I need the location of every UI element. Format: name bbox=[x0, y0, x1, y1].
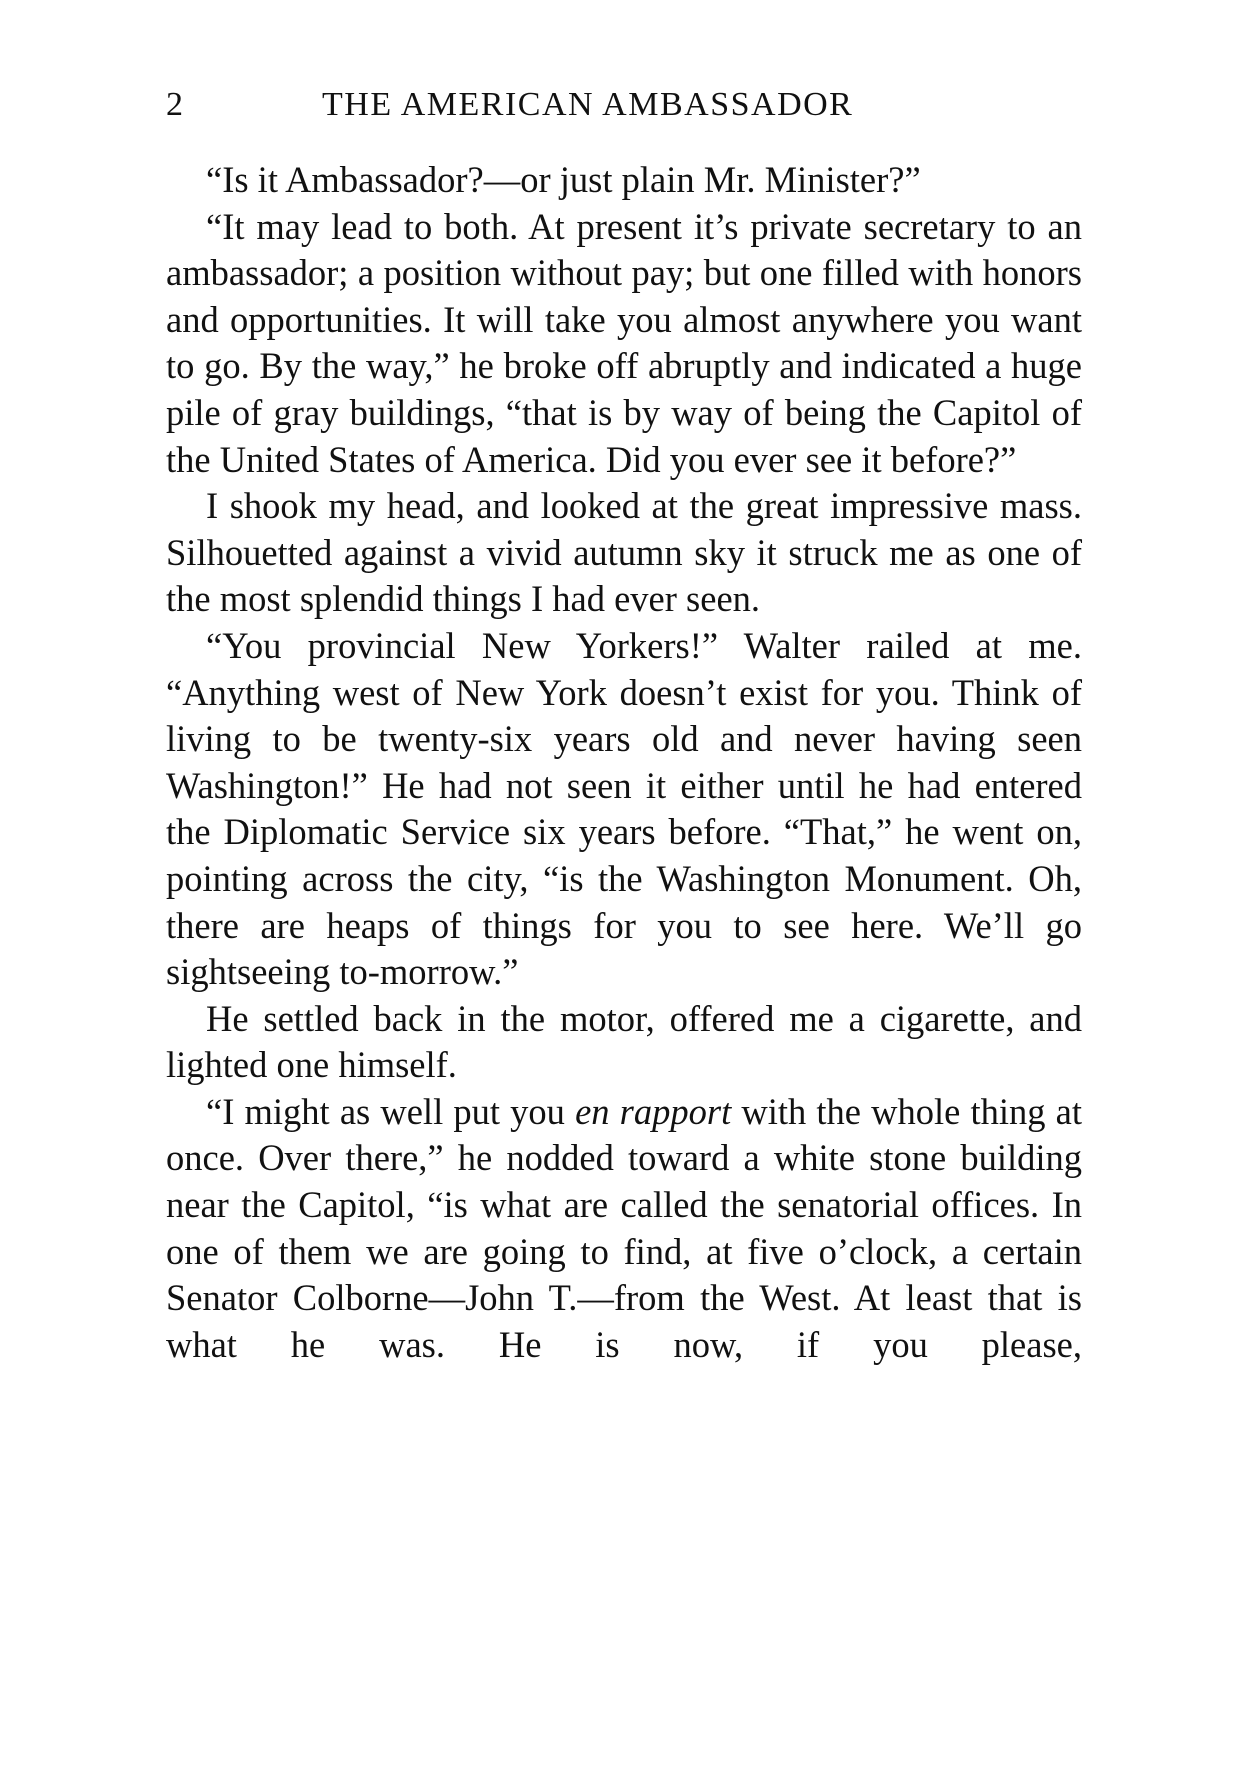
running-title: THE AMERICAN AMBASSADOR bbox=[322, 86, 854, 123]
paragraph-3: I shook my head, and looked at the great impressive mass. Silhouetted against a vivid autumn sky it struck me as one of the most splendid things I had ever seen. bbox=[166, 485, 1082, 620]
paragraph-4: “You provincial New Yorkers!” Walter railed at me. “Anything west of New York doesn’t exist for you. Think of living to be twenty-six years old and never having seen Washington!” He had not seen it either until he had entered the Diplomatic Service six years before. “That,” he went on, pointing across the city, “is the Washington Monument. Oh, there are heaps of things for you to see here. We’ll go sightseeing to-morrow.” bbox=[166, 624, 1082, 993]
paragraph-6-opening: “I might as well put you bbox=[206, 1090, 576, 1132]
paragraph-5: He settled back in the motor, offered me a cigarette, and lighted one himself. bbox=[166, 997, 1082, 1086]
paragraph-6-emphasis: en rapport bbox=[575, 1090, 732, 1132]
paragraph-6 bbox=[166, 1089, 1082, 1369]
paragraph-6-continuation: with the whole thing at once. Over there,” he nodded toward a white stone building near the Capitol, “is what are called the senatorial offices. In one of them we are going to find, at five o’clock, a certain Senator Colborne—John T.—from the West. At least that is what he was. He is now, if you please, bbox=[166, 1090, 1083, 1365]
paragraph-2: “It may lead to both. At present it’s private secretary to an ambassador; a position without pay; but one filled with honors and opportunities. It will take you almost anywhere you want to go. By the way,” he broke off abruptly and indicated a huge pile of gray buildings, “that is by way of being the Capitol of the United States of America. Did you ever see it before?” bbox=[166, 205, 1082, 480]
running-head bbox=[166, 86, 1084, 136]
body-text bbox=[166, 157, 1082, 1368]
page-number: 2 bbox=[166, 86, 184, 123]
paragraph-1: “Is it Ambassador?—or just plain Mr. Minister?” bbox=[206, 159, 921, 200]
